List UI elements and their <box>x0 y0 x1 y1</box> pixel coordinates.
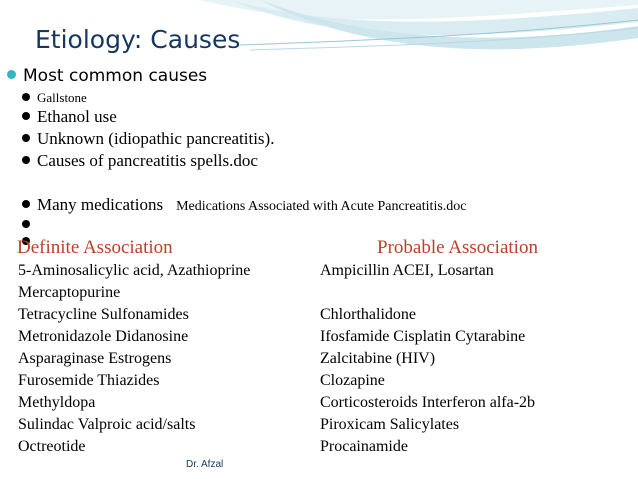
sub-item-text: Causes of pancreatitis spells.doc <box>37 151 258 170</box>
footer-author: Dr. Afzal <box>186 459 224 470</box>
definite-row: Metronidazole Didanosine <box>18 328 189 345</box>
probable-row: Clozapine <box>320 372 385 389</box>
bullet-icon <box>22 200 30 208</box>
sub-item-unknown <box>22 129 274 149</box>
bullet-icon <box>22 220 30 228</box>
probable-row: Zalcitabine (HIV) <box>320 350 436 367</box>
definite-row: Furosemide Thiazides <box>18 372 160 389</box>
definite-row: Tetracycline Sulfonamides <box>18 306 189 323</box>
slide-title: Etiology: Causes <box>35 25 241 54</box>
definite-row: Mercaptopurine <box>18 284 121 301</box>
definite-row: Sulindac Valproic acid/salts <box>18 416 196 433</box>
main-bullet-text: Most common causes <box>23 66 208 86</box>
bullet-icon <box>22 134 30 142</box>
definite-row: Methyldopa <box>18 394 96 411</box>
bullet-icon <box>22 156 30 164</box>
main-bullet <box>7 66 207 86</box>
probable-row: Procainamide <box>320 438 408 455</box>
teal-bullet-icon <box>7 70 16 79</box>
empty-bullet <box>22 217 37 235</box>
sub-item-causes-doc <box>22 151 258 171</box>
definite-row: Octreotide <box>18 438 86 455</box>
medications-doc-link[interactable]: Medications Associated with Acute Pancreatitis.doc <box>176 199 467 214</box>
sub-item-text: Ethanol use <box>37 107 117 126</box>
sub-item-text: Unknown (idiopathic pancreatitis). <box>37 129 275 148</box>
probable-row: Ifosfamide Cisplatin Cytarabine <box>320 328 526 345</box>
definite-row: 5-Aminosalicylic acid, Azathioprine <box>18 262 251 279</box>
probable-row: Chlorthalidone <box>320 306 416 323</box>
probable-row: Ampicillin ACEI, Losartan <box>320 262 494 279</box>
sub-item-text: Gallstone <box>37 90 87 105</box>
sub-item-gallstone <box>22 90 87 106</box>
definite-association-header: Definite Association <box>17 237 173 258</box>
sub-item-medications <box>22 195 467 215</box>
bullet-icon <box>22 112 30 120</box>
sub-item-ethanol <box>22 107 117 127</box>
probable-row: Corticosteroids Interferon alfa-2b <box>320 394 536 411</box>
definite-row: Asparaginase Estrogens <box>18 350 172 367</box>
medications-label: Many medications <box>37 195 164 214</box>
bullet-icon <box>22 93 30 101</box>
probable-row: Piroxicam Salicylates <box>320 416 460 433</box>
probable-association-header: Probable Association <box>377 237 538 258</box>
